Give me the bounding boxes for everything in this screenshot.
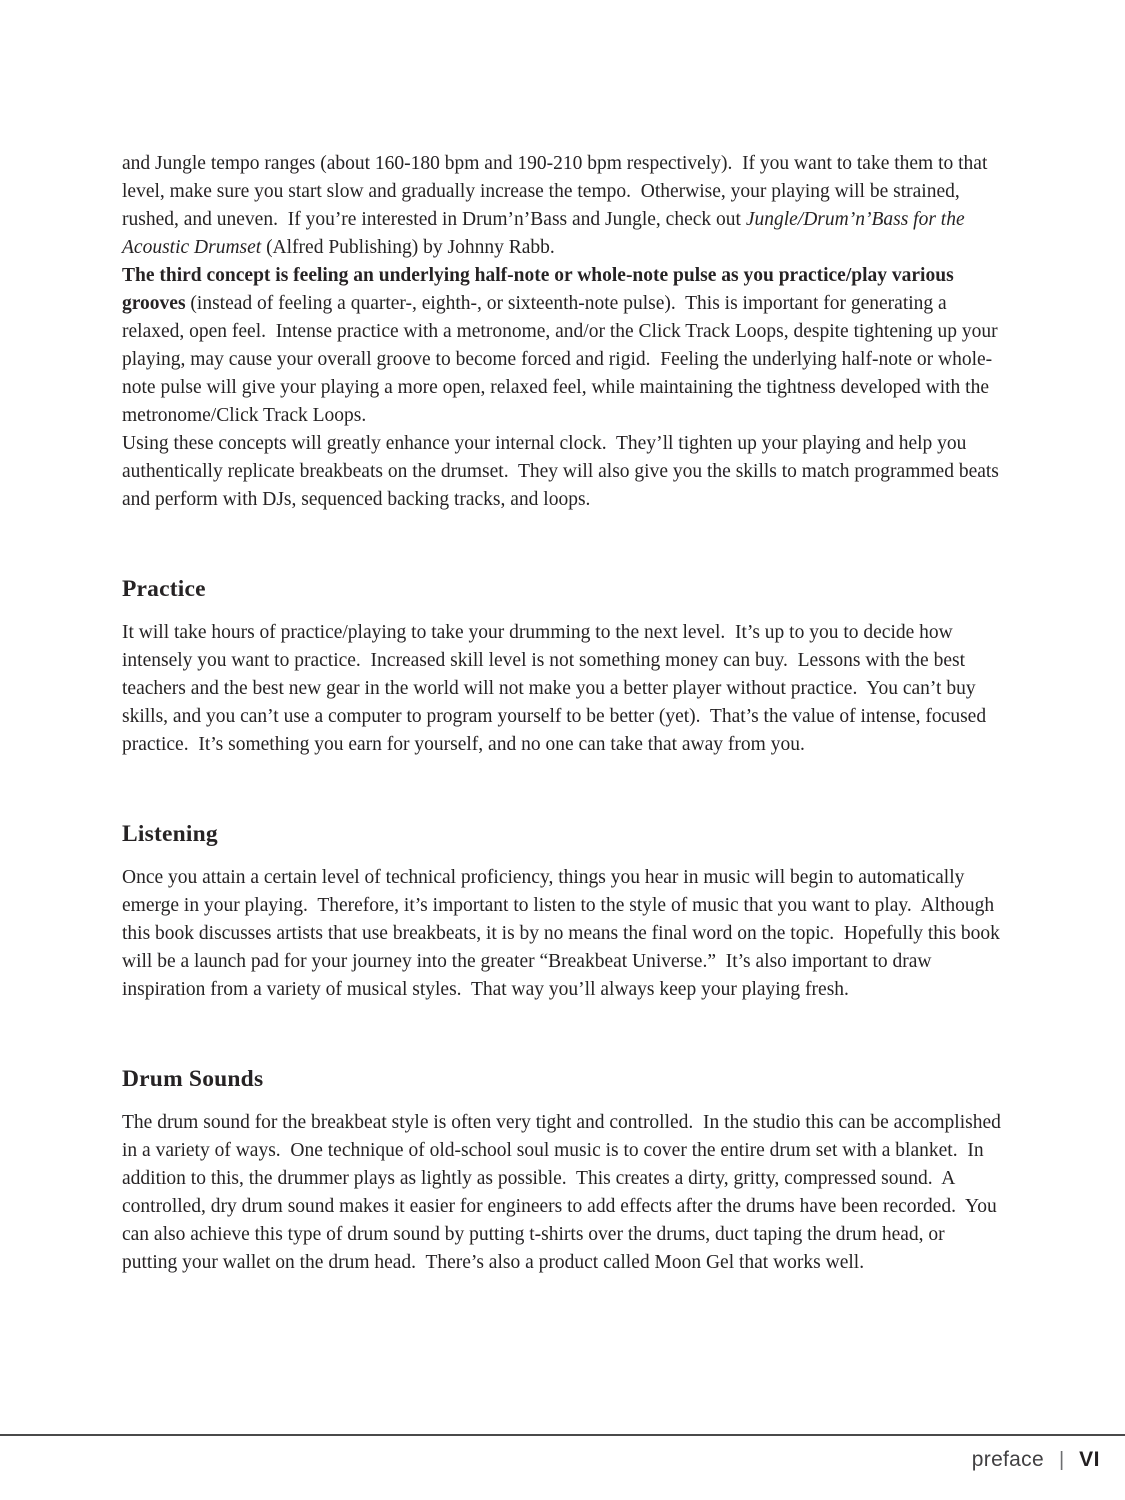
intro-paragraph-1 <box>122 150 1004 262</box>
section-practice <box>122 576 1004 759</box>
section-heading-drum-sounds: Drum Sounds <box>122 1066 264 1092</box>
section-listening <box>122 821 1004 1004</box>
section-heading-practice: Practice <box>122 576 206 602</box>
footer <box>972 1448 1100 1472</box>
footer-separator: | <box>1058 1449 1065 1471</box>
section-drum-sounds <box>122 1066 1004 1277</box>
section-body-drum-sounds: The drum sound for the breakbeat style is often very tight and controlled. In the studio this can be accomplished in a variety of ways. One technique of old-school soul music is to cover the entire drum set with a blanket. In addition to this, the drummer plays as lightly as possible. This creates a dirty, gritty, compressed sound. A controlled, dry drum sound makes it easier for engineers to add effects after the drums have been recorded. You can also achieve this type of drum sound by putting t-shirts over the drums, duct taping the drum head, or putting your wallet on the drum head. There’s also a product called Moon Gel that works well. <box>122 1112 1001 1273</box>
intro-paragraph-2 <box>122 262 1004 430</box>
footer-page-number: VI <box>1079 1448 1100 1471</box>
section-heading-listening: Listening <box>122 821 218 847</box>
paragraph-text: (instead of feeling a quarter-, eighth-, or sixteenth-note pulse). This is important for generating a relaxed, open feel. Intense practice with a metronome, and/or the Click Track Loops, despite tightening up your playing, may cause your overall groove to become forced and rigid. Feeling the underlying half-note or whole-note pulse will give your playing a more open, relaxed feel, while maintaining the tightness developed with the metronome/Click Track Loops. <box>122 293 998 426</box>
section-body-listening: Once you attain a certain level of technical proficiency, things you hear in music will begin to automatically emerge in your playing. Therefore, it’s important to listen to the style of music that you want to play. Although this book discusses artists that use breakbeats, it is by no means the final word on the topic. Hopefully this book will be a launch pad for your journey into the greater “Breakbeat Universe.” It’s also important to draw inspiration from a variety of musical styles. That way you’ll always keep your playing fresh. <box>122 867 1000 1000</box>
paragraph-text: (Alfred Publishing) by Johnny Rabb. <box>261 237 555 258</box>
footer-section-label: preface <box>971 1448 1044 1471</box>
text-column <box>122 150 1004 1277</box>
intro-paragraph-3: Using these concepts will greatly enhance your internal clock. They’ll tighten up your playing and help you authentically replicate breakbeats on the drumset. They will also give you the skills to match programmed beats and perform with DJs, sequenced backing tracks, and loops. <box>122 433 999 510</box>
section-body-practice: It will take hours of practice/playing to take your drumming to the next level. It’s up to you to decide how intensely you want to practice. Increased skill level is not something money can buy. Lessons with the best teachers and the best new gear in the world will not make you a better player without practice. You can’t buy skills, and you can’t use a computer to program yourself to be better (yet). That’s the value of intense, focused practice. It’s something you earn for yourself, and no one can take that away from you. <box>122 622 987 755</box>
paragraph-text: and Jungle tempo ranges (about 160-180 bpm and 190-210 bpm respectively). If you want to take them to that level, make sure you start slow and gradually increase the tempo. Otherwise, your playing will be strained, rushed, and uneven. If you’re interested in Drum’n’Bass and Jungle, check out <box>122 153 988 230</box>
book-title-italic: Jungle/Drum’n’Bass for the Acoustic Drumset <box>122 209 965 258</box>
bold-concept-lead: The third concept is feeling an underlying half-note or whole-note pulse as you practice/play various grooves <box>122 265 954 314</box>
footer-divider-rule <box>0 1434 1125 1436</box>
